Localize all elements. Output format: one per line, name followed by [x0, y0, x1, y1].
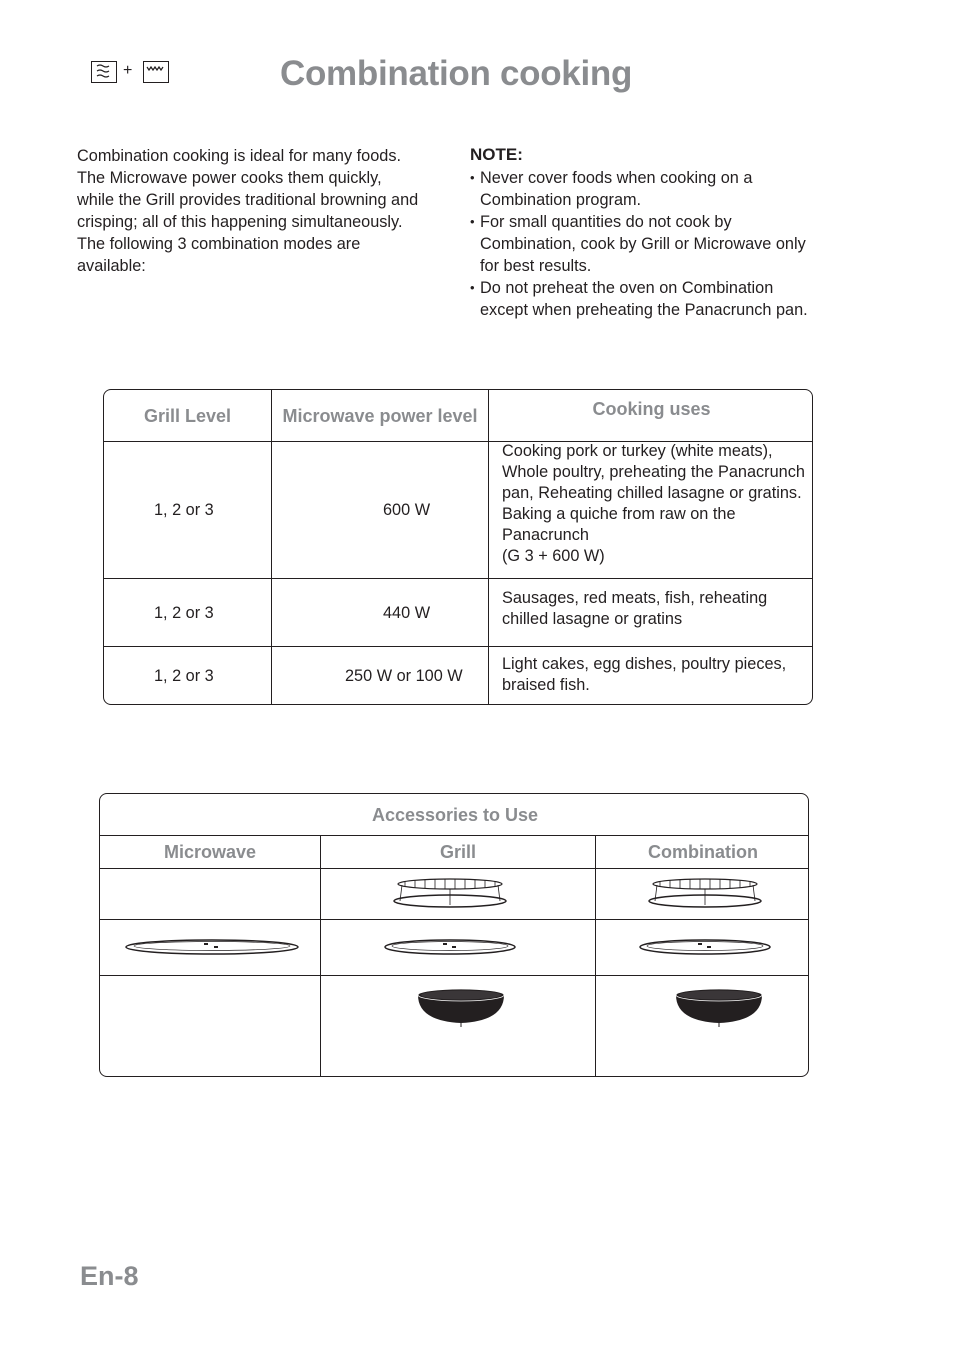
row1-power: 600 W [383, 501, 431, 519]
intro-line: Combination cooking is ideal for many foods. [77, 147, 401, 165]
plus-sign: + [123, 62, 133, 79]
glass-tray-icon [124, 937, 300, 957]
row2-grill: 1, 2 or 3 [154, 603, 214, 622]
row1-grill: 1, 2 or 3 [154, 501, 214, 519]
page-title: Combination cooking [280, 54, 633, 93]
column-microwave: Microwave [163, 842, 257, 862]
grill-mode-icon [143, 61, 169, 83]
accessories-table [99, 793, 809, 1077]
row1-uses-text: Cooking pork or turkey (white meats), Whole poultry, preheating the Panacrunch pan, Reheating chilled lasagne or gratins. Baking a quiche from raw on the Panacrunch [502, 442, 805, 544]
intro-line: The Microwave power cooks them quickly, [77, 169, 382, 187]
note-item: • Never cover foods when cooking on a Combination program. [470, 167, 810, 211]
note-heading: NOTE: [470, 145, 523, 164]
intro-line: crisping; all of this happening simultaneously. [77, 213, 403, 231]
row3-grill: 1, 2 or 3 [154, 667, 214, 685]
page-number: En-8 [80, 1261, 139, 1291]
note-item: • For small quantities do not cook by Combination, cook by Grill or Microwave only for best results. [470, 211, 810, 277]
column-grill: Grill [439, 842, 476, 862]
row1-uses [502, 441, 807, 567]
glass-tray-icon [383, 937, 517, 957]
header-microwave-power: Microwave power level [282, 405, 478, 426]
microwave-mode-icon [91, 61, 117, 83]
column-combination: Combination [648, 842, 758, 862]
note-item: • Do not preheat the oven on Combination except when preheating the Panacrunch pan. [470, 277, 810, 321]
wire-rack-icon [645, 877, 765, 911]
accessories-title: Accessories to Use [371, 804, 539, 825]
intro-line: The following 3 combination modes are [77, 235, 361, 253]
row3-power: 250 W or 100 W [345, 667, 463, 685]
combination-modes-table [103, 389, 813, 705]
intro-paragraph [77, 145, 457, 277]
panacrunch-pan-icon [674, 987, 764, 1029]
intro-line: while the Grill provides traditional browning and [77, 191, 419, 209]
row2-power: 440 W [383, 603, 431, 622]
row2-uses: Sausages, red meats, fish, reheating chilled lasagne or gratins [502, 589, 768, 628]
panacrunch-pan-icon [416, 987, 506, 1029]
note-list [470, 167, 810, 321]
wire-rack-icon [390, 877, 510, 911]
glass-tray-icon [638, 937, 772, 957]
header-grill-level: Grill Level [143, 405, 232, 426]
header-cooking-uses: Cooking uses [592, 398, 711, 419]
intro-line: available: [77, 257, 146, 275]
row1-uses-note: (G 3 + 600 W) [502, 547, 605, 565]
row3-uses: Light cakes, egg dishes, poultry pieces, braised fish. [502, 655, 787, 694]
